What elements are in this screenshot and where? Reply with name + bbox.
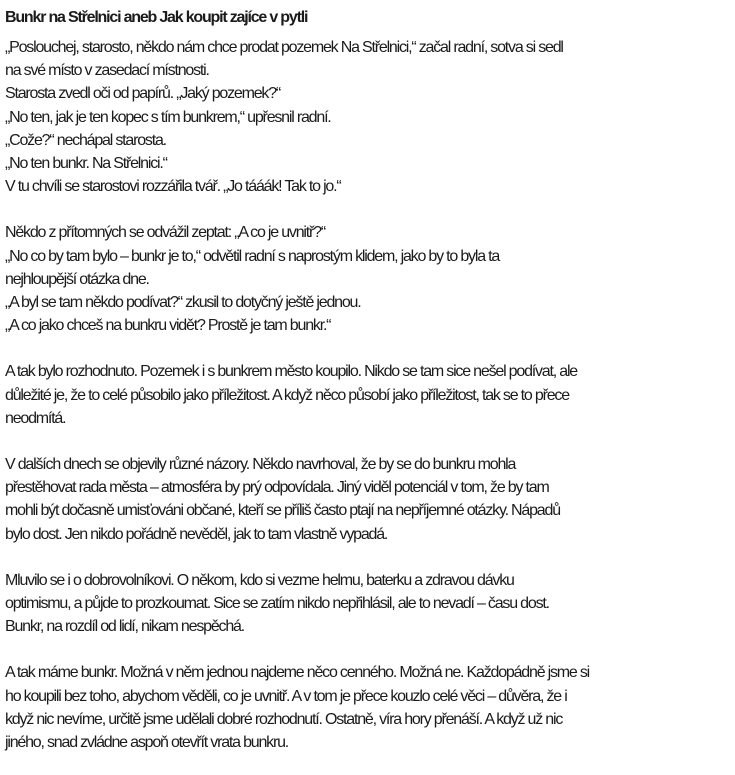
text-line: „Poslouchej, starosto, někdo nám chce prodat pozemek Na Střelnici,“ začal radní, sotva si sedl [5,39,563,56]
paragraph-volunteer [5,569,735,639]
text-line: Mluvilo se i o dobrovolníkovi. O někom, kdo si vezme helmu, baterku a zdravou dávku [5,571,514,589]
text-line: mohli být dočasně umisťováni občané, kteří se příliš často ptají na nepříjemné otázky. Nápadů [5,502,560,520]
text-line: Někdo z přítomných se odvážil zeptat: „A co je uvnitř?“ [5,224,325,242]
text-line: přestěhovat rada města – atmosféra by prý odpovídala. Jiný viděl potenciál v tom, že by tam [5,479,549,497]
text-line: ho koupili bez toho, abychom věděli, co je uvnitř. A v tom je přece kouzlo celé věci – důvěra, že i [5,687,567,705]
paragraph-dialogue-question [5,221,735,337]
document-title: Bunkr na Střelnici aneb Jak koupit zajíce v pytli [5,9,308,26]
paragraph-conclusion [5,661,735,754]
text-line: „No ten, jak je ten kopec s tím bunkrem,“ upřesnil radní. [5,108,331,126]
paragraph-dialogue-opening [5,36,735,198]
text-line: nejhloupější otázka dne. [5,270,149,288]
text-line: V tu chvíli se starostovi rozzářila tvář. „Jo tááák! Tak to jo.“ [5,178,341,196]
text-line: jiného, snad zvládne aspoň otevřít vrata bunkru. [5,734,289,752]
text-line: Starosta zvedl oči od papírů. „Jaký pozemek?“ [5,85,281,103]
text-line: na své místo v zasedací místnosti. [5,62,209,80]
text-line: „No co by tam bylo – bunkr je to,“ odvětil radní s naprostým klidem, jako by to byla ta [5,247,500,265]
text-line: „A byl se tam někdo podívat?“ zkusil to dotyčný ještě jednou. [5,294,361,312]
text-line: „No ten bunkr. Na Střelnici.“ [5,155,167,173]
text-line: „A co jako chceš na bunkru vidět? Prostě je tam bunkr.“ [5,317,331,335]
text-line: Bunkr, na rozdíl od lidí, nikam nespěchá. [5,618,244,636]
text-line: důležité je, že to celé působilo jako příležitost. A když něco působí jako příležitost, tak se to přece [5,386,569,404]
text-line: optimismu, a půjde to prozkoumat. Sice se zatím nikdo nepřihlásil, ale to nevadí – času dost. [5,595,549,613]
paragraph-decision [5,360,735,430]
text-line: A tak bylo rozhodnuto. Pozemek i s bunkrem město koupilo. Nikdo se tam sice nešel podívat, ale [5,363,577,381]
text-line: bylo dost. Jen nikdo pořádně nevěděl, jak to tam vlastně vypadá. [5,525,388,543]
text-line: „Cože?“ nechápal starosta. [5,131,166,149]
paragraph-opinions [5,453,735,546]
text-line: V dalších dnech se objevily různé názory. Někdo navrhoval, že by se do bunkru mohla [5,456,516,474]
text-line: když nic nevíme, určitě jsme udělali dobré rozhodnutí. Ostatně, víra hory přenáší. A když už nic [5,710,563,728]
text-line: A tak máme bunkr. Možná v něm jednou najdeme něco cenného. Možná ne. Každopádně jsme si [5,664,590,682]
text-line: neodmítá. [5,409,66,427]
